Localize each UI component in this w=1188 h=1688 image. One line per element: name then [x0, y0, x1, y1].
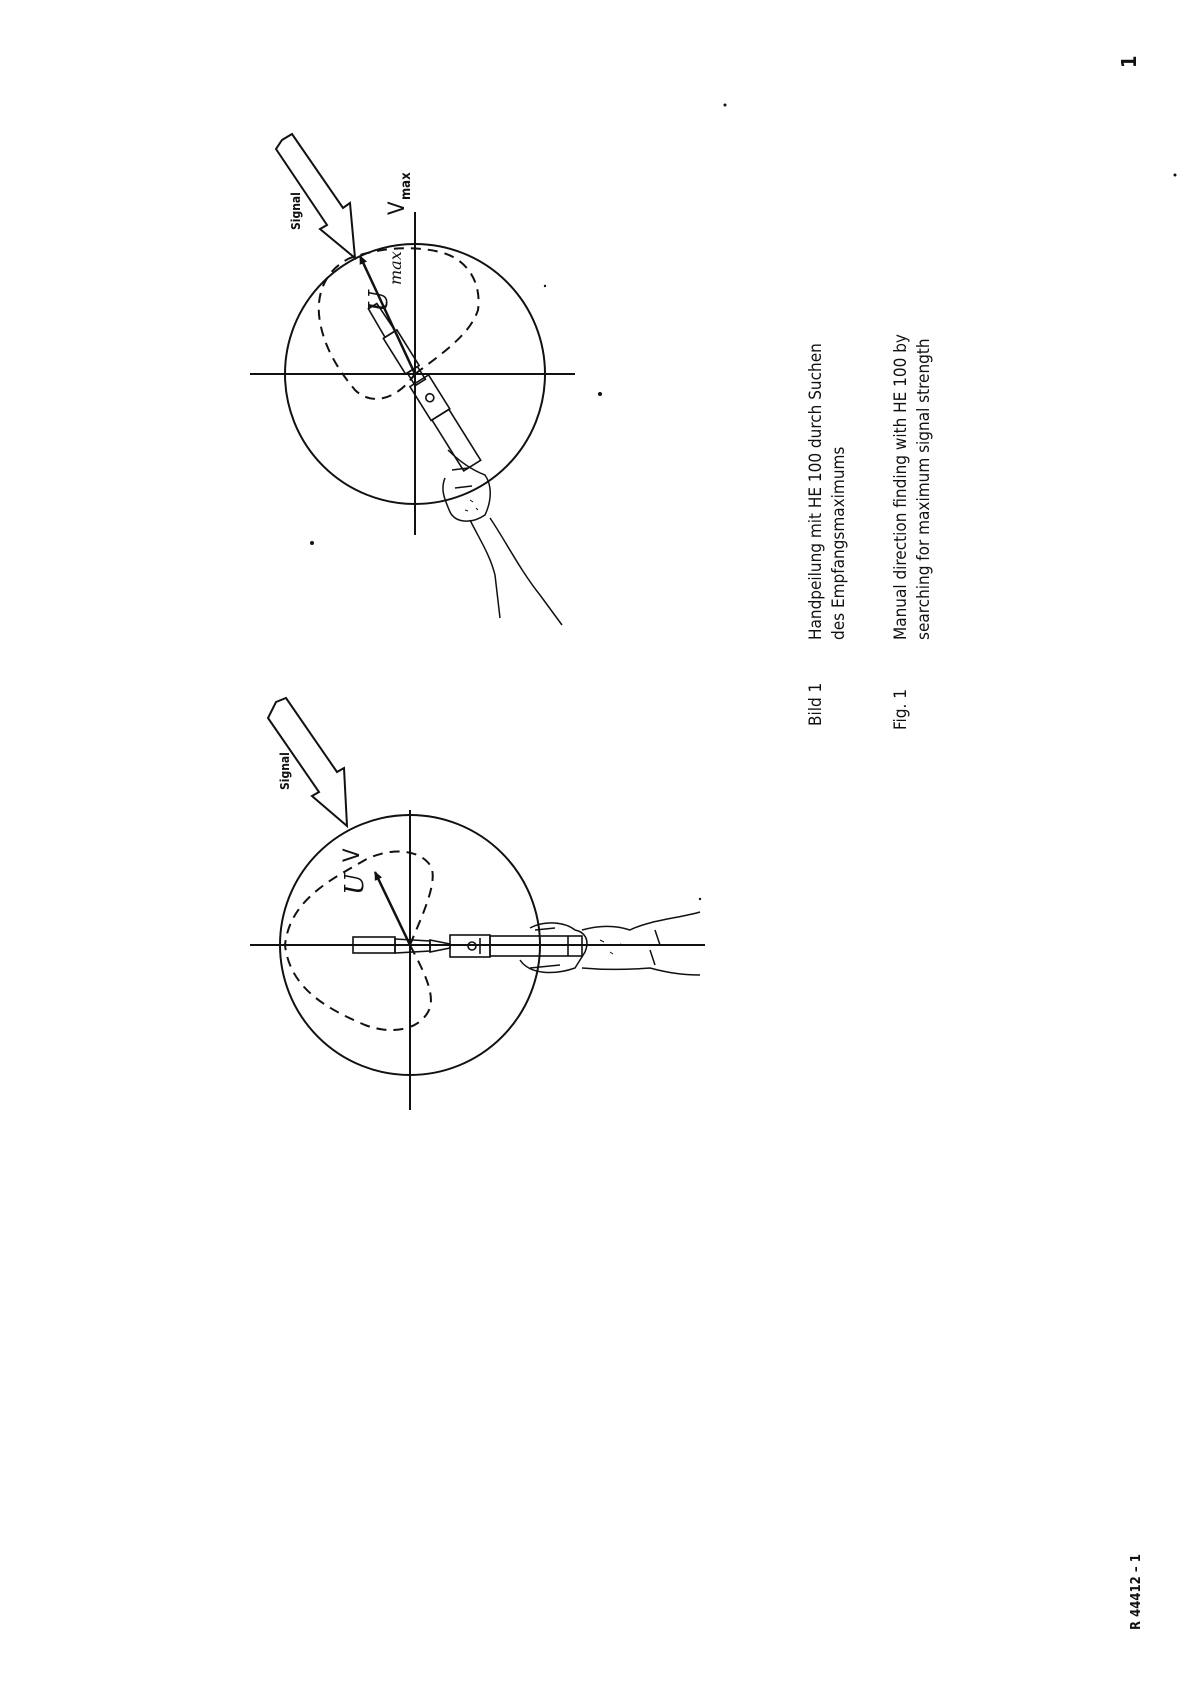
caption-line1-en: Manual direction finding with HE 100 by — [891, 334, 911, 640]
field-vector-arrow — [375, 872, 410, 945]
receiver-antenna-icon — [363, 300, 481, 471]
document-code: R 44412 – 1 — [1129, 1554, 1144, 1630]
signal-arrow — [276, 134, 355, 258]
u-label: U — [340, 873, 370, 895]
hand-icon — [443, 450, 562, 625]
signal-label: Signal — [289, 192, 303, 230]
hand-icon — [520, 912, 700, 975]
signal-label: Signal — [278, 752, 292, 790]
caption-line1-de: Handpeilung mit HE 100 durch Suchen — [806, 343, 826, 640]
u-max-subscript: max — [386, 251, 405, 285]
caption-line2-en: searching for maximum signal strength — [914, 338, 934, 640]
caption-line2-de: des Empfangsmaximums — [829, 446, 849, 640]
page-number: 1 — [1117, 55, 1141, 68]
figure-left — [250, 698, 705, 1110]
caption-label-de: Bild 1 — [806, 682, 826, 726]
u-max-label: U — [364, 290, 394, 312]
v-label: V — [340, 848, 365, 862]
caption-label-en: Fig. 1 — [891, 689, 911, 730]
v-max-label: V — [385, 201, 410, 215]
v-max-subscript: max — [399, 172, 414, 200]
